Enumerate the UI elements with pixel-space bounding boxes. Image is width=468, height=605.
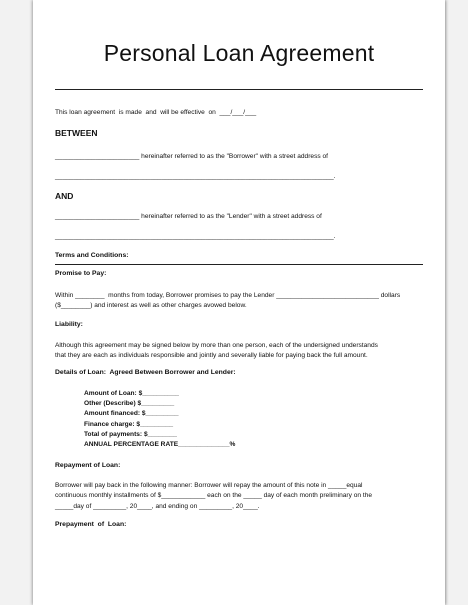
repayment-line-3: _____day of _________, 20____, and ending on _________, 20____. — [55, 503, 260, 510]
lender-line: _______________________ hereinafter referred to as the "Lender" with a street address of — [55, 213, 322, 220]
liability-heading: Liability: — [55, 321, 83, 328]
prepayment-heading: Prepayment of Loan: — [55, 521, 127, 528]
lender-address-line: ____________________________________________________________________________. — [55, 233, 336, 240]
promise-line-2: ($________) and interest as well as other charges avowed below. — [55, 302, 247, 309]
detail-total-of-payments: Total of payments: $________ — [84, 431, 177, 438]
liability-line-2: that they are each as individuals responsible and jointly and severally liable for paying back the full amount. — [55, 352, 368, 359]
liability-line-1: Although this agreement may be signed below by more than one person, each of the undersigned understands — [55, 342, 378, 349]
repayment-line-1: Borrower will pay back in the following manner: Borrower will repay the amount of this note in _____equal — [55, 482, 363, 489]
borrower-line: _______________________ hereinafter referred to as the "Borrower" with a street address of — [55, 153, 329, 160]
promise-line-1: Within ________ months from today, Borrower promises to pay the Lender ____________________________ dollars — [55, 292, 401, 299]
between-heading: BETWEEN — [55, 128, 98, 138]
detail-other: Other (Describe) $_________ — [84, 400, 175, 407]
document-page — [33, 0, 445, 605]
document-title: Personal Loan Agreement — [103, 40, 375, 66]
detail-amount-of-loan: Amount of Loan: $__________ — [84, 390, 179, 397]
repayment-heading: Repayment of Loan: — [55, 462, 121, 469]
detail-finance-charge: Finance charge: $_________ — [84, 421, 174, 428]
and-heading: AND — [55, 191, 74, 201]
title-divider — [55, 89, 423, 90]
details-heading: Details of Loan: Agreed Between Borrower and Lender: — [55, 369, 236, 376]
detail-amount-financed: Amount financed: $_________ — [84, 410, 179, 417]
terms-heading: Terms and Conditions: — [55, 252, 129, 259]
repayment-line-2: continuous monthly installments of $____________ each on the _____ day of each month preliminary on the — [55, 492, 373, 499]
borrower-address-line: ____________________________________________________________________________. — [55, 173, 336, 180]
terms-divider — [55, 264, 423, 265]
promise-heading: Promise to Pay: — [55, 270, 107, 277]
detail-apr: ANNUAL PERCENTAGE RATE______________% — [84, 441, 236, 448]
intro-text: This loan agreement is made and will be effective on ___/___/___ — [55, 109, 257, 116]
